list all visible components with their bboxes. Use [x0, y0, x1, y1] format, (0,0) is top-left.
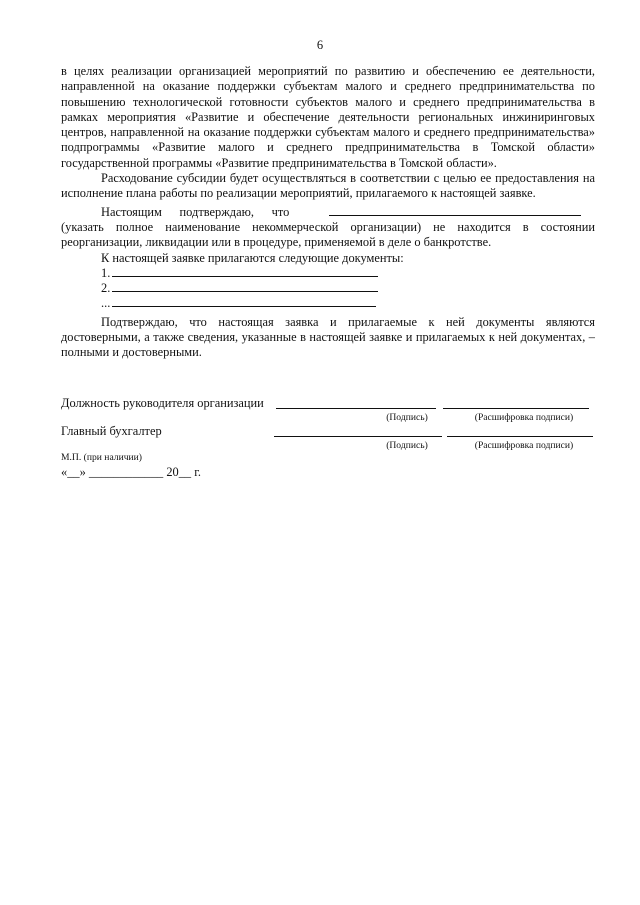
p5-line-3: документах, – полными и достоверными.: [61, 330, 595, 360]
accountant-signature-field[interactable]: [274, 436, 442, 437]
paragraph-veracity: [61, 315, 595, 361]
p1-line-8: в Томской области».: [390, 155, 497, 170]
document-1-field[interactable]: [112, 266, 378, 277]
document-more-field[interactable]: [112, 296, 376, 307]
date-line[interactable]: «__» ____________ 20__ г.: [61, 465, 201, 479]
head-position-label: Должность руководителя организации: [61, 396, 264, 410]
paragraph-purpose: [61, 64, 595, 171]
accountant-signature-block: [61, 424, 601, 451]
head-signature-caption: (Подпись): [386, 412, 428, 423]
document-2-field[interactable]: [112, 281, 378, 292]
p1-line-1: в целях реализации организацией мероприятий по развитию и обеспечению ее деятельности,: [61, 64, 595, 78]
stamp-label: М.П. (при наличии): [61, 452, 142, 463]
p1-line-7: в Томской области» государственной программы «Развитие предпринимательства: [61, 140, 595, 170]
list-item: 2.: [101, 281, 595, 296]
p1-line-3: по повышению технологической готовности субъектов малого и среднего предпринимательства: [61, 79, 595, 109]
paragraph-attachments: К настоящей заявке прилагаются следующие документы:: [101, 250, 404, 265]
organization-name-field[interactable]: [329, 204, 581, 216]
p3-line-3: ликвидации или в процедуре, применяемой в деле о банкротстве.: [145, 235, 492, 250]
p2-line-3: к настоящей заявке.: [431, 186, 536, 201]
accountant-signature-caption: (Подпись): [386, 440, 428, 451]
paragraph-spending: [61, 171, 595, 202]
head-signature-block: [61, 396, 601, 423]
p1-line-5: центров, направленной на оказание поддержки субъектам малого и среднего: [61, 125, 471, 140]
p3-end: (указать: [61, 219, 104, 234]
p2-line-1: Расходование субсидии будет осуществляться в соответствии с целью ее предоставления: [101, 171, 579, 186]
paragraph-confirmation: [61, 204, 595, 251]
p3-line-2: полное наименование некоммерческой организации) не находится в состоянии реорганизации,: [61, 219, 595, 250]
accountant-label: Главный бухгалтер: [61, 424, 162, 438]
head-signature-field[interactable]: [276, 408, 436, 409]
p1-line-2: направленной на оказание поддержки субъектам малого и среднего предпринимательства: [61, 79, 575, 94]
p1-line-6: предпринимательства» подпрограммы «Развитие малого и среднего предпринимательства: [61, 125, 595, 155]
p5-line-1: Подтверждаю, что настоящая заявка и прилагаемые к ней документы являются: [101, 314, 595, 329]
head-name-field[interactable]: [443, 408, 589, 409]
document-body: [61, 64, 595, 361]
p2-line-2: на исполнение плана работы по реализации мероприятий, прилагаемого: [61, 171, 595, 201]
page-number: 6: [316, 38, 324, 52]
p1-line-4: в рамках мероприятия «Развитие и обеспечение деятельности региональных инжиниринговых: [61, 94, 595, 124]
head-decode-caption: (Расшифровка подписи): [474, 412, 574, 423]
p3-start: Настоящим подтверждаю, что: [101, 204, 290, 219]
p5-line-2: достоверными, а также сведения, указанные в настоящей заявке и прилагаемых к ней: [61, 330, 518, 345]
list-item: ...: [101, 296, 595, 311]
accountant-name-field[interactable]: [447, 436, 593, 437]
attached-documents-list: [61, 266, 595, 312]
list-item: 1.: [101, 266, 595, 281]
accountant-decode-caption: (Расшифровка подписи): [474, 440, 574, 451]
